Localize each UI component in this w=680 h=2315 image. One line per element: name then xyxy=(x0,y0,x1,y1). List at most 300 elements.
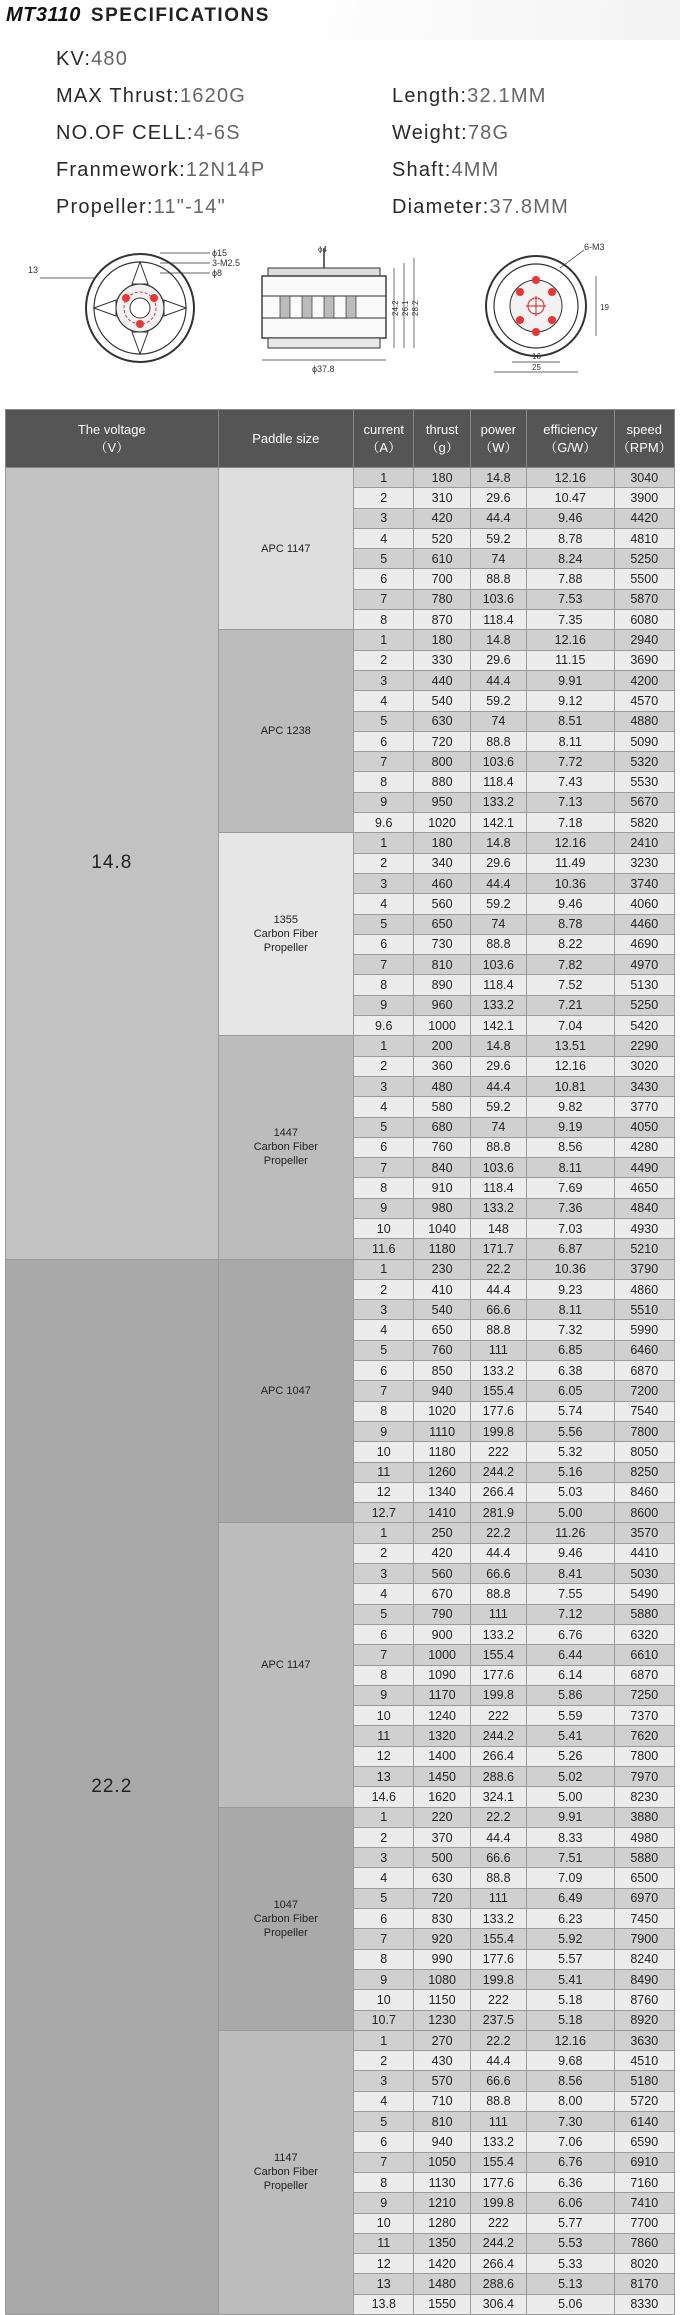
power-cell: 281.9 xyxy=(470,1503,526,1523)
paddle-size-cell xyxy=(218,1259,353,1523)
paddle-size-label: 1047 xyxy=(273,1898,299,1911)
current-cell: 1 xyxy=(354,1036,414,1056)
thrust-cell: 960 xyxy=(414,995,470,1015)
efficiency-cell: 6.76 xyxy=(527,1624,615,1644)
power-cell: 22.2 xyxy=(470,1523,526,1543)
power-cell: 118.4 xyxy=(470,772,526,792)
current-cell: 13 xyxy=(354,2274,414,2294)
power-cell: 59.2 xyxy=(470,528,526,548)
paddle-size-label: Propeller xyxy=(263,942,308,955)
efficiency-cell: 12.16 xyxy=(527,833,615,853)
current-cell: 5 xyxy=(354,1340,414,1360)
spec-weight: Weight:78G xyxy=(392,122,510,144)
efficiency-cell: 8.11 xyxy=(527,731,615,751)
efficiency-cell: 6.87 xyxy=(527,1239,615,1259)
speed-cell: 7160 xyxy=(614,2172,674,2192)
power-cell: 103.6 xyxy=(470,955,526,975)
thrust-cell: 1480 xyxy=(414,2274,470,2294)
current-cell: 1 xyxy=(354,630,414,650)
power-cell: 14.8 xyxy=(470,1036,526,1056)
efficiency-cell: 7.82 xyxy=(527,955,615,975)
speed-cell: 4510 xyxy=(614,2051,674,2071)
current-cell: 8 xyxy=(354,1401,414,1421)
power-cell: 199.8 xyxy=(470,1685,526,1705)
current-cell: 1 xyxy=(354,2030,414,2050)
thrust-cell: 1170 xyxy=(414,1685,470,1705)
power-cell: 133.2 xyxy=(470,1198,526,1218)
thrust-cell: 420 xyxy=(414,508,470,528)
speed-cell: 4860 xyxy=(614,1279,674,1299)
current-cell: 11 xyxy=(354,1462,414,1482)
speed-cell: 7800 xyxy=(614,1746,674,1766)
current-cell: 9 xyxy=(354,1421,414,1441)
thrust-cell: 1620 xyxy=(414,1787,470,1807)
power-cell: 44.4 xyxy=(470,873,526,893)
power-cell: 142.1 xyxy=(470,813,526,833)
efficiency-cell: 5.77 xyxy=(527,2213,615,2233)
efficiency-cell: 6.23 xyxy=(527,1909,615,1929)
current-cell: 9 xyxy=(354,1198,414,1218)
current-cell: 6 xyxy=(354,731,414,751)
top-view-drawing xyxy=(486,242,609,372)
thrust-cell: 940 xyxy=(414,2132,470,2152)
svg-text:ϕ4: ϕ4 xyxy=(318,245,327,254)
speed-cell: 6460 xyxy=(614,1340,674,1360)
current-cell: 3 xyxy=(354,1848,414,1868)
current-cell: 9.6 xyxy=(354,1016,414,1036)
thrust-cell: 920 xyxy=(414,1929,470,1949)
thrust-cell: 670 xyxy=(414,1584,470,1604)
speed-cell: 8240 xyxy=(614,1949,674,1969)
current-cell: 2 xyxy=(354,1543,414,1563)
current-cell: 3 xyxy=(354,508,414,528)
spec-kv: KV:480 xyxy=(56,48,129,70)
power-cell: 222 xyxy=(470,1990,526,2010)
power-cell: 133.2 xyxy=(470,792,526,812)
efficiency-cell: 6.36 xyxy=(527,2172,615,2192)
header-paddle-size: Paddle size xyxy=(218,410,353,468)
efficiency-cell: 9.68 xyxy=(527,2051,615,2071)
speed-cell: 5420 xyxy=(614,1016,674,1036)
speed-cell: 5180 xyxy=(614,2071,674,2091)
current-cell: 4 xyxy=(354,1584,414,1604)
svg-text:19: 19 xyxy=(600,303,609,312)
current-cell: 12 xyxy=(354,2254,414,2274)
speed-cell: 5030 xyxy=(614,1564,674,1584)
current-cell: 6 xyxy=(354,1361,414,1381)
efficiency-cell: 5.56 xyxy=(527,1421,615,1441)
thrust-cell: 1260 xyxy=(414,1462,470,1482)
thrust-cell: 870 xyxy=(414,610,470,630)
power-cell: 59.2 xyxy=(470,894,526,914)
current-cell: 4 xyxy=(354,1097,414,1117)
voltage-cell: 14.8 xyxy=(6,468,219,1260)
thrust-cell: 1350 xyxy=(414,2233,470,2253)
power-cell: 222 xyxy=(470,1706,526,1726)
speed-cell: 7620 xyxy=(614,1726,674,1746)
paddle-size-label: 1147 xyxy=(273,2152,298,2165)
speed-cell: 4810 xyxy=(614,528,674,548)
thrust-cell: 790 xyxy=(414,1604,470,1624)
speed-cell: 4880 xyxy=(614,711,674,731)
power-cell: 44.4 xyxy=(470,1543,526,1563)
efficiency-cell: 5.53 xyxy=(527,2233,615,2253)
current-cell: 13.8 xyxy=(354,2294,414,2314)
power-cell: 66.6 xyxy=(470,1300,526,1320)
thrust-cell: 800 xyxy=(414,752,470,772)
efficiency-cell: 7.69 xyxy=(527,1178,615,1198)
efficiency-cell: 9.23 xyxy=(527,1279,615,1299)
power-cell: 59.2 xyxy=(470,1097,526,1117)
current-cell: 10 xyxy=(354,2213,414,2233)
current-cell: 9 xyxy=(354,995,414,1015)
speed-cell: 3740 xyxy=(614,873,674,893)
table-header-row xyxy=(6,410,675,468)
power-cell: 244.2 xyxy=(470,1462,526,1482)
thrust-cell: 680 xyxy=(414,1117,470,1137)
header-current: current （A） xyxy=(354,410,414,468)
efficiency-cell: 9.46 xyxy=(527,508,615,528)
speed-cell: 4840 xyxy=(614,1198,674,1218)
thrust-cell: 1080 xyxy=(414,1969,470,1989)
model-name: MT3110 xyxy=(6,4,81,26)
efficiency-cell: 5.74 xyxy=(527,1401,615,1421)
efficiency-cell: 9.46 xyxy=(527,894,615,914)
current-cell: 7 xyxy=(354,2152,414,2172)
efficiency-cell: 5.00 xyxy=(527,1787,615,1807)
thrust-cell: 630 xyxy=(414,1868,470,1888)
power-cell: 88.8 xyxy=(470,1868,526,1888)
speed-cell: 3230 xyxy=(614,853,674,873)
thrust-cell: 810 xyxy=(414,955,470,975)
paddle-size-cell xyxy=(218,468,353,630)
speed-cell: 5320 xyxy=(614,752,674,772)
svg-text:26.1: 26.1 xyxy=(401,300,410,316)
thrust-cell: 460 xyxy=(414,873,470,893)
power-cell: 177.6 xyxy=(470,1949,526,1969)
efficiency-cell: 7.30 xyxy=(527,2112,615,2132)
power-cell: 111 xyxy=(470,1888,526,1908)
current-cell: 5 xyxy=(354,2112,414,2132)
current-cell: 7 xyxy=(354,589,414,609)
svg-text:25: 25 xyxy=(532,363,541,372)
thrust-cell: 1040 xyxy=(414,1218,470,1238)
efficiency-cell: 7.21 xyxy=(527,995,615,1015)
thrust-cell: 1410 xyxy=(414,1503,470,1523)
power-cell: 44.4 xyxy=(470,1076,526,1096)
power-cell: 171.7 xyxy=(470,1239,526,1259)
thrust-cell: 780 xyxy=(414,589,470,609)
current-cell: 6 xyxy=(354,1137,414,1157)
header-speed: speed （RPM） xyxy=(614,410,674,468)
thrust-cell: 880 xyxy=(414,772,470,792)
power-cell: 88.8 xyxy=(470,1320,526,1340)
paddle-size-cell xyxy=(218,1807,353,2030)
speed-cell: 5090 xyxy=(614,731,674,751)
current-cell: 5 xyxy=(354,549,414,569)
efficiency-cell: 5.41 xyxy=(527,1969,615,1989)
thrust-cell: 910 xyxy=(414,1178,470,1198)
power-cell: 266.4 xyxy=(470,1746,526,1766)
speed-cell: 4490 xyxy=(614,1158,674,1178)
power-cell: 103.6 xyxy=(470,752,526,772)
current-cell: 8 xyxy=(354,610,414,630)
speed-cell: 5670 xyxy=(614,792,674,812)
current-cell: 8 xyxy=(354,772,414,792)
power-cell: 14.8 xyxy=(470,833,526,853)
speed-cell: 3690 xyxy=(614,650,674,670)
svg-text:6-M3: 6-M3 xyxy=(584,242,605,252)
efficiency-cell: 6.85 xyxy=(527,1340,615,1360)
efficiency-cell: 6.05 xyxy=(527,1381,615,1401)
thrust-cell: 950 xyxy=(414,792,470,812)
efficiency-cell: 5.00 xyxy=(527,1503,615,1523)
speed-cell: 4050 xyxy=(614,1117,674,1137)
thrust-cell: 180 xyxy=(414,833,470,853)
power-cell: 133.2 xyxy=(470,2132,526,2152)
efficiency-cell: 7.36 xyxy=(527,1198,615,1218)
power-cell: 288.6 xyxy=(470,2274,526,2294)
current-cell: 9.6 xyxy=(354,813,414,833)
efficiency-cell: 8.56 xyxy=(527,2071,615,2091)
current-cell: 10 xyxy=(354,1442,414,1462)
page-title xyxy=(6,4,270,30)
current-cell: 3 xyxy=(354,873,414,893)
current-cell: 2 xyxy=(354,853,414,873)
speed-cell: 4060 xyxy=(614,894,674,914)
thrust-cell: 1550 xyxy=(414,2294,470,2314)
speed-cell: 7900 xyxy=(614,1929,674,1949)
current-cell: 12 xyxy=(354,1746,414,1766)
speed-cell: 3880 xyxy=(614,1807,674,1827)
thrust-cell: 250 xyxy=(414,1523,470,1543)
efficiency-cell: 7.03 xyxy=(527,1218,615,1238)
power-cell: 155.4 xyxy=(470,1381,526,1401)
spec-max-thrust: MAX Thrust:1620G xyxy=(56,85,247,107)
power-cell: 199.8 xyxy=(470,1969,526,1989)
power-cell: 29.6 xyxy=(470,1056,526,1076)
current-cell: 8 xyxy=(354,2172,414,2192)
power-cell: 88.8 xyxy=(470,569,526,589)
power-cell: 74 xyxy=(470,549,526,569)
speed-cell: 3770 xyxy=(614,1097,674,1117)
svg-text:13: 13 xyxy=(28,265,39,275)
speed-cell: 7970 xyxy=(614,1767,674,1787)
power-cell: 118.4 xyxy=(470,1178,526,1198)
efficiency-cell: 7.04 xyxy=(527,1016,615,1036)
speed-cell: 6140 xyxy=(614,2112,674,2132)
thrust-cell: 330 xyxy=(414,650,470,670)
power-cell: 324.1 xyxy=(470,1787,526,1807)
spec-shaft: Shaft:4MM xyxy=(392,159,500,181)
current-cell: 7 xyxy=(354,1381,414,1401)
thrust-cell: 370 xyxy=(414,1827,470,1847)
speed-cell: 7700 xyxy=(614,2213,674,2233)
speed-cell: 8020 xyxy=(614,2254,674,2274)
thrust-cell: 180 xyxy=(414,468,470,488)
speed-cell: 4420 xyxy=(614,508,674,528)
efficiency-cell: 5.18 xyxy=(527,2010,615,2030)
power-cell: 133.2 xyxy=(470,1909,526,1929)
efficiency-cell: 5.16 xyxy=(527,1462,615,1482)
current-cell: 11 xyxy=(354,2233,414,2253)
power-cell: 288.6 xyxy=(470,1767,526,1787)
power-cell: 155.4 xyxy=(470,1645,526,1665)
power-cell: 199.8 xyxy=(470,1421,526,1441)
speed-cell: 7250 xyxy=(614,1685,674,1705)
current-cell: 8 xyxy=(354,1665,414,1685)
paddle-size-label: Carbon Fiber xyxy=(253,1912,318,1925)
speed-cell: 3040 xyxy=(614,468,674,488)
thrust-cell: 1180 xyxy=(414,1442,470,1462)
speed-cell: 4280 xyxy=(614,1137,674,1157)
efficiency-cell: 10.47 xyxy=(527,488,615,508)
efficiency-cell: 7.55 xyxy=(527,1584,615,1604)
svg-text:28.2: 28.2 xyxy=(411,300,420,316)
header-thrust: thrust （g） xyxy=(414,410,470,468)
power-cell: 306.4 xyxy=(470,2294,526,2314)
power-cell: 14.8 xyxy=(470,468,526,488)
speed-cell: 7860 xyxy=(614,2233,674,2253)
thrust-cell: 1020 xyxy=(414,813,470,833)
power-cell: 44.4 xyxy=(470,508,526,528)
thrust-cell: 1280 xyxy=(414,2213,470,2233)
thrust-cell: 830 xyxy=(414,1909,470,1929)
efficiency-cell: 8.11 xyxy=(527,1158,615,1178)
speed-cell: 5210 xyxy=(614,1239,674,1259)
paddle-size-label: Propeller xyxy=(263,1926,308,1939)
efficiency-cell: 5.02 xyxy=(527,1767,615,1787)
svg-text:3-M2.5: 3-M2.5 xyxy=(212,258,241,268)
efficiency-cell: 10.36 xyxy=(527,1259,615,1279)
current-cell: 4 xyxy=(354,2091,414,2111)
efficiency-cell: 5.86 xyxy=(527,1685,615,1705)
power-cell: 59.2 xyxy=(470,691,526,711)
efficiency-cell: 8.11 xyxy=(527,1300,615,1320)
thrust-cell: 360 xyxy=(414,1056,470,1076)
thrust-cell: 940 xyxy=(414,1381,470,1401)
bottom-view-drawing xyxy=(28,248,240,362)
table-row xyxy=(6,468,675,488)
power-cell: 148 xyxy=(470,1218,526,1238)
current-cell: 8 xyxy=(354,1178,414,1198)
power-cell: 244.2 xyxy=(470,1726,526,1746)
efficiency-cell: 9.46 xyxy=(527,1543,615,1563)
current-cell: 14.6 xyxy=(354,1787,414,1807)
thrust-cell: 1150 xyxy=(414,1990,470,2010)
speed-cell: 8920 xyxy=(614,2010,674,2030)
thrust-cell: 650 xyxy=(414,1320,470,1340)
power-cell: 88.8 xyxy=(470,1137,526,1157)
efficiency-cell: 8.33 xyxy=(527,1827,615,1847)
paddle-size-label: Carbon Fiber xyxy=(253,2166,318,2179)
table-body xyxy=(6,468,675,2315)
speed-cell: 8170 xyxy=(614,2274,674,2294)
efficiency-cell: 7.43 xyxy=(527,772,615,792)
thrust-cell: 840 xyxy=(414,1158,470,1178)
paddle-size-label: 1355 xyxy=(273,914,299,927)
efficiency-cell: 7.72 xyxy=(527,752,615,772)
current-cell: 5 xyxy=(354,1888,414,1908)
speed-cell: 6590 xyxy=(614,2132,674,2152)
power-cell: 29.6 xyxy=(470,650,526,670)
efficiency-cell: 7.09 xyxy=(527,1868,615,1888)
specifications-table xyxy=(5,409,675,2315)
power-cell: 111 xyxy=(470,1604,526,1624)
efficiency-cell: 7.88 xyxy=(527,569,615,589)
current-cell: 7 xyxy=(354,1158,414,1178)
efficiency-cell: 5.41 xyxy=(527,1726,615,1746)
current-cell: 2 xyxy=(354,2051,414,2071)
speed-cell: 4690 xyxy=(614,934,674,954)
header-background xyxy=(280,0,680,40)
power-cell: 237.5 xyxy=(470,2010,526,2030)
voltage-cell: 22.2 xyxy=(6,1259,219,2314)
current-cell: 12 xyxy=(354,1482,414,1502)
speed-cell: 8330 xyxy=(614,2294,674,2314)
speed-cell: 4980 xyxy=(614,1827,674,1847)
thrust-cell: 1320 xyxy=(414,1726,470,1746)
thrust-cell: 1130 xyxy=(414,2172,470,2192)
thrust-cell: 540 xyxy=(414,691,470,711)
speed-cell: 5250 xyxy=(614,549,674,569)
power-cell: 44.4 xyxy=(470,1279,526,1299)
speed-cell: 2940 xyxy=(614,630,674,650)
efficiency-cell: 7.35 xyxy=(527,610,615,630)
current-cell: 9 xyxy=(354,1685,414,1705)
efficiency-cell: 10.81 xyxy=(527,1076,615,1096)
current-cell: 7 xyxy=(354,955,414,975)
speed-cell: 5250 xyxy=(614,995,674,1015)
speed-cell: 5510 xyxy=(614,1300,674,1320)
power-cell: 14.8 xyxy=(470,630,526,650)
current-cell: 7 xyxy=(354,1645,414,1665)
power-cell: 111 xyxy=(470,1340,526,1360)
speed-cell: 5490 xyxy=(614,1584,674,1604)
efficiency-cell: 7.18 xyxy=(527,813,615,833)
speed-cell: 7410 xyxy=(614,2193,674,2213)
power-cell: 74 xyxy=(470,1117,526,1137)
efficiency-cell: 9.91 xyxy=(527,670,615,690)
efficiency-cell: 9.82 xyxy=(527,1097,615,1117)
efficiency-cell: 5.92 xyxy=(527,1929,615,1949)
speed-cell: 4410 xyxy=(614,1543,674,1563)
thrust-cell: 440 xyxy=(414,670,470,690)
spec-propeller: Propeller:11"-14" xyxy=(56,196,226,218)
efficiency-cell: 12.16 xyxy=(527,468,615,488)
header-power: power （W） xyxy=(470,410,526,468)
power-cell: 22.2 xyxy=(470,1259,526,1279)
current-cell: 12.7 xyxy=(354,1503,414,1523)
efficiency-cell: 8.56 xyxy=(527,1137,615,1157)
speed-cell: 4930 xyxy=(614,1218,674,1238)
paddle-size-label: 1447 xyxy=(273,1127,299,1140)
speed-cell: 7800 xyxy=(614,1421,674,1441)
thrust-cell: 1090 xyxy=(414,1665,470,1685)
thrust-cell: 760 xyxy=(414,1137,470,1157)
thrust-cell: 520 xyxy=(414,528,470,548)
side-view-drawing xyxy=(262,245,420,374)
current-cell: 5 xyxy=(354,1117,414,1137)
current-cell: 4 xyxy=(354,1868,414,1888)
speed-cell: 5880 xyxy=(614,1604,674,1624)
thrust-cell: 720 xyxy=(414,731,470,751)
power-cell: 222 xyxy=(470,2213,526,2233)
thrust-cell: 420 xyxy=(414,1543,470,1563)
spec-framework: Franmework:12N14P xyxy=(56,159,266,181)
efficiency-cell: 8.78 xyxy=(527,528,615,548)
speed-cell: 8760 xyxy=(614,1990,674,2010)
